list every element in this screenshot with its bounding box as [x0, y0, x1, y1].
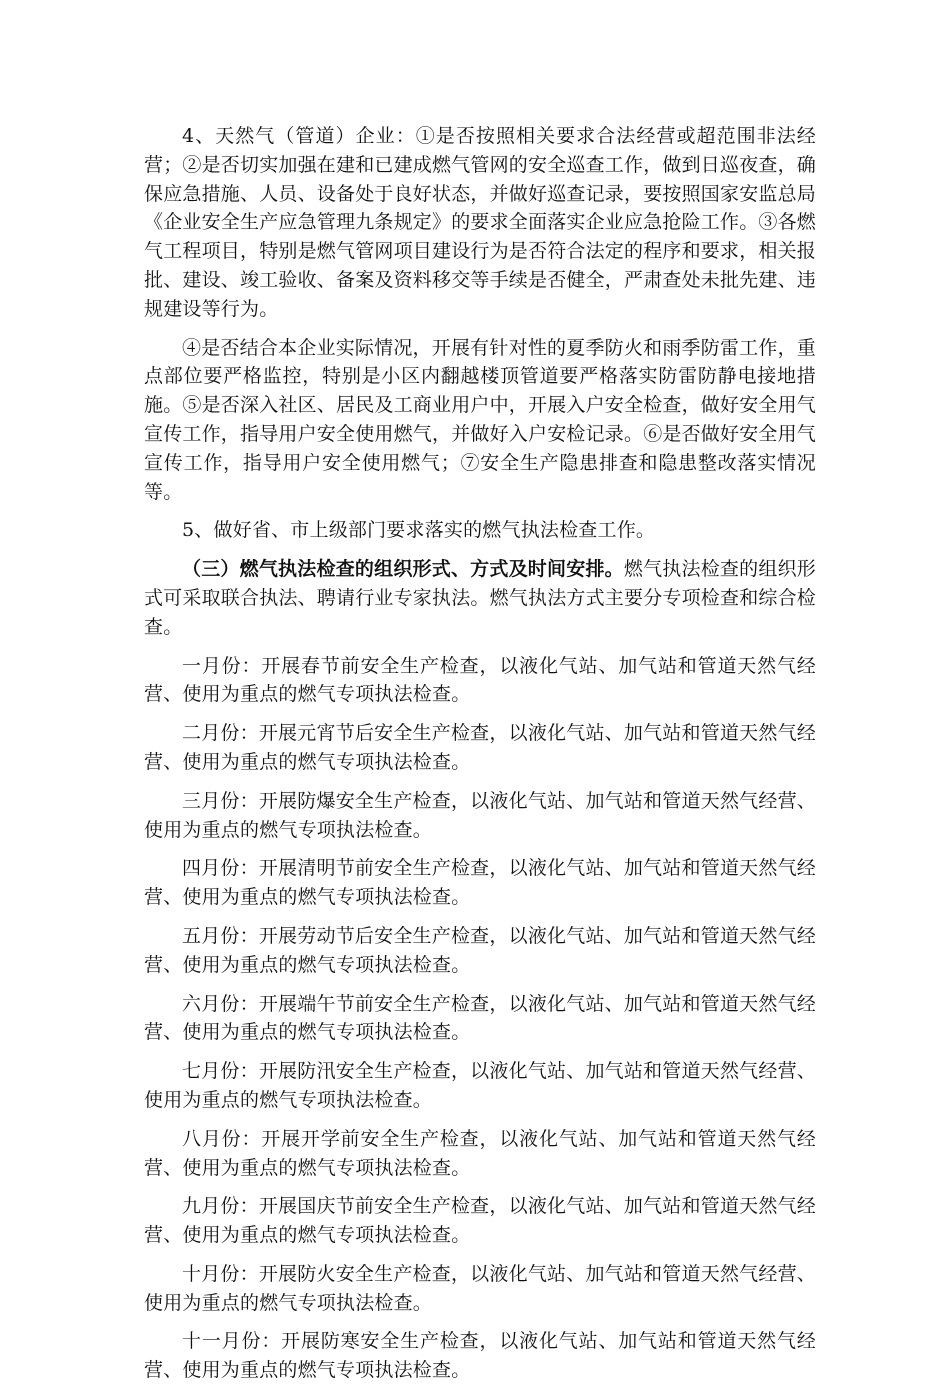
month-item-october: 十月份：开展防火安全生产检查，以液化气站、加气站和管道天然气经营、使用为重点的燃气专项执法检查。 [144, 1262, 816, 1314]
month-item-september: 九月份：开展国庆节前安全生产检查，以液化气站、加气站和管道天然气经营、使用为重点的燃气专项执法检查。 [144, 1195, 816, 1247]
month-item-august: 八月份：开展开学前安全生产检查，以液化气站、加气站和管道天然气经营、使用为重点的燃气专项执法检查。 [144, 1127, 816, 1179]
section-heading-body: 燃气执法检查的组织形式可采取联合执法、聘请行业专家执法。燃气执法方式主要分专项检查和综合检查。 [144, 558, 817, 638]
month-item-july: 七月份：开展防汛安全生产检查，以液化气站、加气站和管道天然气经营、使用为重点的燃气专项执法检查。 [144, 1060, 816, 1111]
month-item-february: 二月份：开展元宵节后安全生产检查，以液化气站、加气站和管道天然气经营、使用为重点的燃气专项执法检查。 [144, 722, 816, 773]
month-item-january: 一月份：开展春节前安全生产检查，以液化气站、加气站和管道天然气经营、使用为重点的燃气专项执法检查。 [144, 654, 816, 706]
month-item-november: 十一月份：开展防寒安全生产检查，以液化气站、加气站和管道天然气经营、使用为重点的燃气专项执法检查。 [144, 1330, 816, 1382]
month-item-june: 六月份：开展端午节前安全生产检查，以液化气站、加气站和管道天然气经营、使用为重点的燃气专项执法检查。 [144, 992, 816, 1044]
section-heading-bold: （三）燃气执法检查的组织形式、方式及时间安排。 [182, 558, 624, 581]
document-page [144, 122, 816, 1395]
section-heading-paragraph [144, 555, 816, 641]
month-item-april: 四月份：开展清明节前安全生产检查，以液化气站、加气站和管道天然气经营、使用为重点的燃气专项执法检查。 [144, 857, 816, 909]
month-item-may: 五月份：开展劳动节后安全生产检查，以液化气站、加气站和管道天然气经营、使用为重点的燃气专项执法检查。 [144, 924, 816, 976]
paragraph-natural-gas-enterprise: 4、天然气（管道）企业：①是否按照相关要求合法经营或超范围非法经营；②是否切实加强在建和已建成燃气管网的安全巡查工作，做到日巡夜查，确保应急措施、人员、设备处于良好状态，并做好巡查记录，要按照国家安监总局《企业安全生产应急管理九条规定》的要求全面落实企业应急抢险工作。③各燃气工程项目，特别是燃气管网项目建设行为是否符合法定的程序和要求，相关报批、建设、竣工验收、备案及资料移交等手续是否健全，严肃查处未批先建、违规建设等行为。 [144, 125, 817, 320]
month-item-march: 三月份：开展防爆安全生产检查，以液化气站、加气站和管道天然气经营、使用为重点的燃气专项执法检查。 [144, 789, 816, 841]
paragraph-fire-lightning-checks: ④是否结合本企业实际情况，开展有针对性的夏季防火和雨季防雷工作，重点部位要严格监控，特别是小区内翻越楼顶管道要严格落实防雷防静电接地措施。⑤是否深入社区、居民及工商业用户中，开展入户安全检查，做好安全用气宣传工作，指导用户安全使用燃气，并做好入户安检记录。⑥是否做好安全用气宣传工作，指导用户安全使用燃气；⑦安全生产隐患排查和隐患整改落实情况等。 [144, 336, 817, 503]
paragraph-provincial-tasks: 5、做好省、市上级部门要求落实的燃气执法检查工作。 [182, 519, 656, 542]
